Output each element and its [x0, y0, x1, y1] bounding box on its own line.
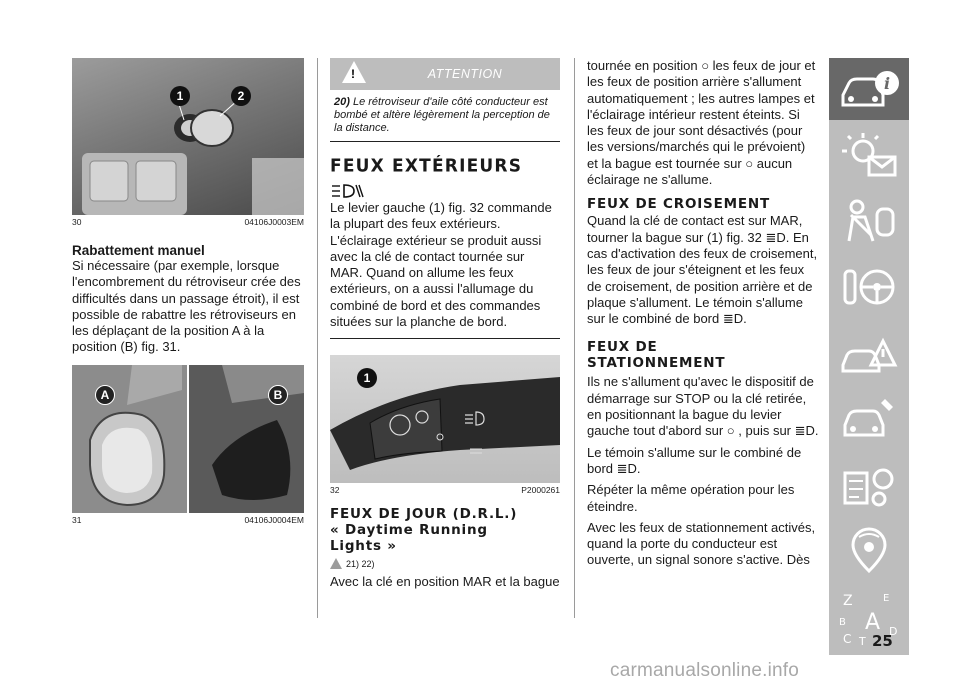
index-letter: E [883, 593, 890, 604]
body-text: Le levier gauche (1) fig. 32 commande la plupart des feux extérieurs. L'éclairage extérieur se produit aussi avec la clé de contact tournée sur MAR. Quand on allume les feux extérieurs, on a aussi l'allumage du combiné de bord et des commandes situées sur la planche de bord. [330, 200, 552, 330]
warning-text: Le rétroviseur d'aile côté conducteur est bombé et altère légèrement la perception de la distance. [334, 96, 550, 134]
tab-safety[interactable] [829, 190, 909, 252]
figure-31-caption [72, 513, 304, 525]
column-3 [587, 58, 819, 569]
page-number: 25 [872, 632, 893, 650]
body-text: Le témoin s'allume sur le combiné de bord ≣D. [587, 444, 802, 476]
tab-multimedia[interactable] [829, 520, 909, 582]
tab-maintenance[interactable] [829, 388, 909, 450]
body-text: Ils ne s'allument qu'avec le dispositif de démarrage sur STOP ou la clé retirée, en positionnant la bague du levier gauche tout d'abord sur ○ , puis sur ≣D. [587, 374, 819, 439]
car-info-icon [837, 65, 901, 113]
index-letter: D [889, 625, 898, 638]
index-letter: Z [843, 593, 853, 609]
safety-seatbelt-icon [839, 197, 899, 245]
warning-ref: 20) [334, 96, 350, 108]
figure-code: P2000261 [521, 485, 560, 496]
section-heading: FEUX EXTÉRIEURS [330, 155, 523, 177]
figure-32-photo [330, 355, 560, 483]
callout-2: 2 [231, 86, 251, 106]
svg-text:i: i [884, 74, 891, 93]
callout-1: 1 [170, 86, 190, 106]
column-2 [330, 58, 560, 591]
warning-light-icon [839, 131, 899, 179]
section-heading: FEUX DE STATIONNEMENT [587, 339, 726, 372]
figure-number: 30 [72, 217, 82, 227]
lights-icon [330, 182, 560, 200]
tab-technical-data[interactable] [829, 454, 909, 516]
body-text: Avec la clé en position MAR et la bague [330, 574, 560, 590]
tab-warning-lights[interactable] [829, 124, 909, 186]
figure-number: 31 [72, 514, 82, 525]
body-text: tournée en position ○ les feux de jour et les feux de position arrière s'allument automatiquement ; les autres lampes et l'éclairage intérieur restent éteints. Si les feux de jour sont désactivés (pour les versions/marchés qui le prévoient) et la bague est tournée sur ○ aucun éclairage ne s'allume. [587, 58, 816, 188]
watermark: carmanualsonline.info [610, 660, 800, 681]
index-letter: A [865, 610, 881, 635]
body-text: Avec les feux de stationnement activés, quand la porte du conducteur est ouverte, un signal sonore s'active. Dès [587, 519, 816, 568]
column-1 [72, 58, 304, 525]
warning-header [330, 58, 560, 90]
drl-heading: FEUX DE JOUR (D.R.L.) « Daytime Running Lights » [330, 506, 518, 555]
window-switch-illustration [72, 58, 304, 215]
figure-code: 04106J0003EM [244, 217, 304, 227]
callout-B: B [268, 385, 288, 405]
tab-car-info[interactable] [829, 58, 909, 120]
callout-1: 1 [357, 368, 377, 388]
maintenance-icon [839, 395, 899, 443]
tab-index[interactable] [829, 588, 909, 650]
caution-ref-text: 21) 22) [346, 558, 375, 569]
emergency-icon [839, 329, 899, 377]
caution-icon [330, 558, 342, 569]
technical-data-icon [839, 461, 899, 509]
body-text: Si nécessaire (par exemple, lorsque l'encombrement du rétroviseur crée des difficultés dans un passage étroit), il est possible de rabattre les rétroviseurs en les déplaçant de la position A à la position (B) fig. 31. [72, 258, 301, 355]
callout-A: A [95, 385, 115, 405]
section-heading: FEUX DE CROISEMENT [587, 196, 770, 213]
caution-refs [330, 558, 560, 569]
chapter-sidebar [829, 58, 909, 655]
tab-emergency[interactable] [829, 322, 909, 384]
subsection-title: Rabattement manuel [72, 243, 205, 258]
warning-title: ATTENTION [427, 67, 503, 81]
multimedia-icon [839, 527, 899, 575]
figure-32-caption [330, 483, 560, 495]
figure-31-photo [72, 365, 304, 513]
column-divider [574, 58, 575, 618]
column-divider [317, 58, 318, 618]
warning-triangle-icon [342, 61, 366, 83]
steering-wheel-icon [839, 263, 899, 311]
index-letter: B [839, 617, 846, 628]
index-letter: T [859, 635, 866, 647]
figure-code: 04106J0004EM [244, 514, 304, 525]
rule [330, 338, 560, 339]
warning-body [330, 90, 560, 142]
body-text: Quand la clé de contact est sur MAR, tourner la bague sur (1) fig. 32 ≣D. En cas d'activation des feux de croisement, les feux de jour s'éteignent et les feux de croisement, de position arrière et de plaque s'allument. Le témoin s'allume sur le combiné de bord ≣D. [587, 213, 818, 327]
figure-30-caption [72, 215, 304, 227]
index-letter: C [843, 632, 852, 646]
tab-driving[interactable] [829, 256, 909, 318]
figure-30-photo [72, 58, 304, 215]
body-text: Répéter la même opération pour les éteindre. [587, 482, 795, 514]
figure-number: 32 [330, 485, 340, 496]
